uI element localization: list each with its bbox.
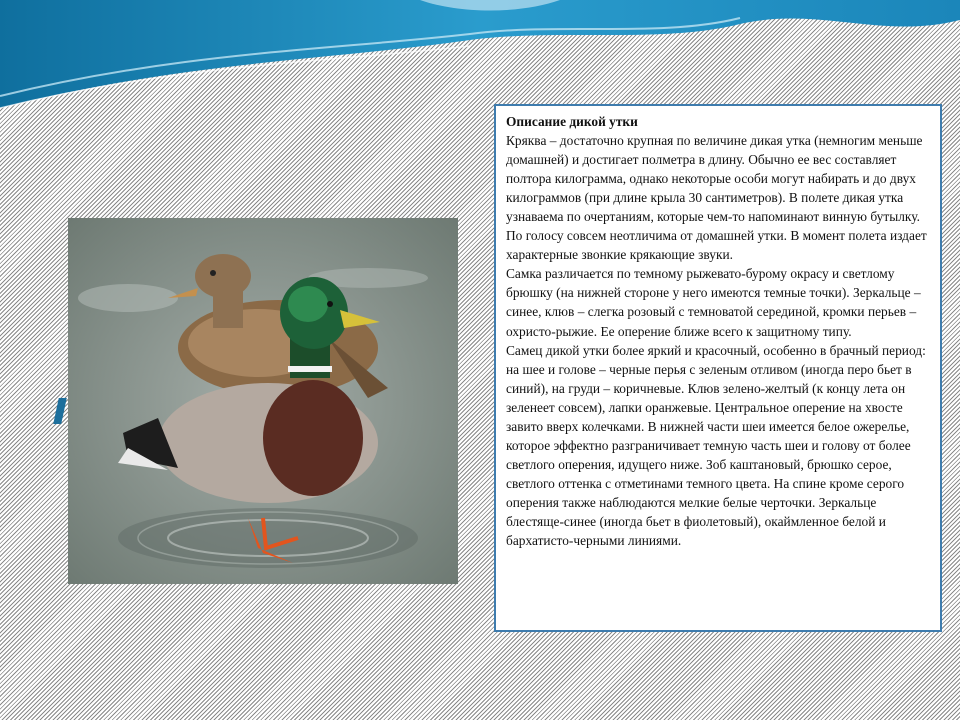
- description-title: Описание дикой утки: [506, 114, 638, 129]
- description-paragraph: Кряква – достаточно крупная по величине дикая утка (немногим меньше домашней) и достигает полметра в длину. Обычно ее вес составляет полтора килограмма, однако некоторые особи могут набирать и до двух килограммов (при длине крыла 30 сантиметров). В полете дикая утка узнаваема по очертаниям, которые чем-то напоминают винную бутылку. По голосу совсем неотличима от домашней утки. В момент полета издает характерные звонкие крякающие звуки.: [506, 133, 927, 263]
- accent-mark: [53, 398, 67, 424]
- duck-photo: [68, 218, 458, 584]
- description-paragraph: Самец дикой утки более яркий и красочный, особенно в брачный период: на шее и голове – черные перья с зеленым отливом (иногда перо бьет в синий), на груди – коричневые. Клюв зелено-желтый (к концу лета он зеленеет совсем), лапки оранжевые. Центральное оперение на хвосте завито вверх колечками. В нижней части шеи имеется белое ожерелье, которое эффектно разграничивает темную часть шеи и голову от более светлого оперения, идущего ниже. Зоб каштановый, брюшко серое, светлого оттенка с отметинами темного цвета. На спине кроме серого оперения также наблюдаются мелкие белые черточки. Зеркальце блестяще-синее (иногда бьет в фиолетовый), окаймленное белой и бархатисто-черными линиями.: [506, 342, 926, 549]
- description-box: [494, 104, 942, 632]
- description-paragraph: Самка различается по темному рыжевато-бурому окрасу и светлому брюшку (на нижней стороне у него имеются темные точки). Зеркальце – синее, клюв – слегка розовый с темноватой серединой, кромки перьев – охристо-рыжие. Ее оперение ближе всего к защитному типу.: [506, 266, 921, 339]
